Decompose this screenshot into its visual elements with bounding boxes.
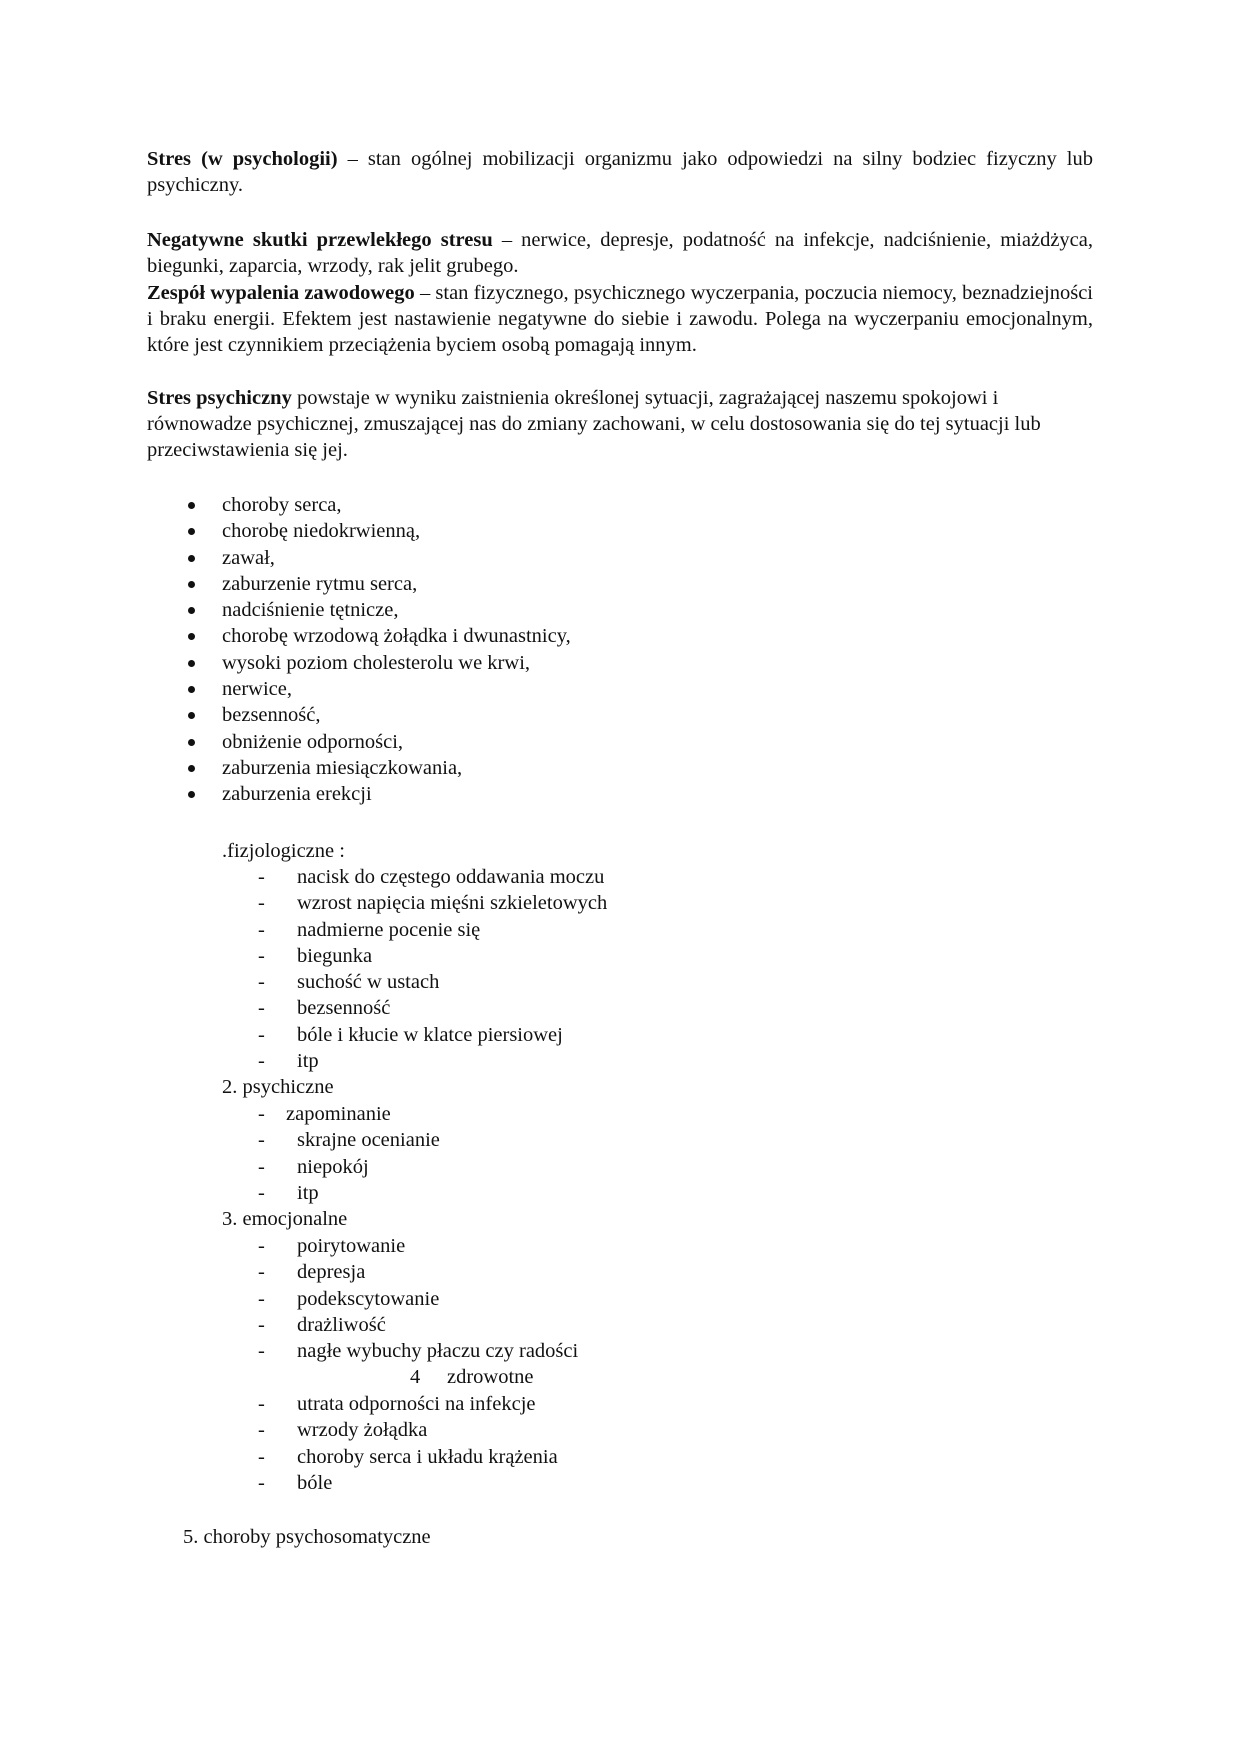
list-item: obniżenie odporności, (147, 729, 571, 755)
list-item: zawał, (147, 545, 571, 571)
group-label-physiological: .fizjologiczne : (222, 840, 345, 862)
term-negative-effects: Negatywne skutki przewlekłego stresu (147, 229, 493, 251)
list-item: wysoki poziom cholesterolu we krwi, (147, 650, 571, 676)
list-item: zaburzenie rytmu serca, (147, 571, 571, 597)
group-label-psychological: 2. psychiczne (222, 1076, 334, 1098)
definition-psychological-stress: powstaje w wyniku zaistnienia określonej sytuacji, zagrażającej naszemu spokojowi i równowadze psychicznej, zmuszającej nas do zmiany zachowani, w celu dostosowania się do tej sytuacji lub przeciwstawienia się jej. (147, 387, 1041, 461)
bullet-icon (188, 660, 195, 667)
paragraph-burnout (147, 280, 1093, 358)
term-burnout: Zespół wypalenia zawodowego (147, 282, 415, 304)
group-label-health: zdrowotne (447, 1366, 534, 1388)
list-item: chorobę niedokrwienną, (147, 518, 571, 544)
group-label-emotional: 3. emocjonalne (222, 1208, 348, 1230)
paragraph-negative-effects (147, 227, 1093, 279)
paragraph-psychological-stress (147, 385, 1093, 463)
list-item: bezsenność, (147, 702, 571, 728)
document-page: Stres (w psychologii) – stan ogólnej mobilizacji organizmu jako odpowiedzi na silny bodziec fizyczny lub psychiczny. Negatywne skutki przewlekłego stresu – nerwice, depresje, podatność na infekcje, nadciśnienie, miażdżyca, biegunki, zaparcia, wrzody, rak jelit grubego. Zespół wypalenia zawodowego – stan fizycznego, psychicznego wyczerpania, poczucia niemocy, beznadziejności i braku energii. Efektem jest nastawienie negatywne do siebie i zawodu. Polega na wyczerpaniu emocjonalnym, które jest czynnikiem przeciążenia byciem osobą pomagają innym. Stres psychiczny powstaje w wyniku zaistnienia określonej sytuacji, zagrażającej naszemu spokojowi i równowadze psychicznej, zmuszającej nas do zmiany zachowani, w celu dostosowania się do tej sytuacji lub przeciwstawienia się jej. choroby serca, chorobę niedokrwienną, zawał, zaburzenie rytmu serca, nadciśnienie tętnicze, chorobę wrzodową żołądka i dwunastnicy, wysoki poziom cholesterolu we krwi, nerwice, bezsenność, obniżenie odporności, zaburzenia miesiączkowania, zaburzenia erekcji .fizjologiczne : - nacisk do częstego oddawania moczu - wzrost napięcia mięśni szkieletowych - nadmierne pocenie się - biegunka - suchość w ustach - bezsenność - bóle i kłucie w klatce piersiowej - itp 2. psychiczne - zapominanie - skrajne ocenianie - niepokój - itp 3. emocjonalne - poirytowanie - depresja - podekscytowanie - drażliwość - nagłe wybuchy płaczu czy radości 4 zdrowotne - utrata odporności na infekcje - wrzody żołądka - choroby serca i układu krążenia - bóle 5. choroby psychosomatyczne (147, 148, 1093, 1548)
bullet-icon (188, 739, 195, 746)
bullet-icon (188, 765, 195, 772)
bullet-icon (188, 528, 195, 535)
bullet-icon (188, 502, 195, 509)
group-label-psychosomatic: 5. choroby psychosomatyczne (183, 1526, 431, 1548)
list-item: nerwice, (147, 676, 571, 702)
definition-stress: – stan ogólnej mobilizacji organizmu jako odpowiedzi na silny bodziec fizyczny lub psychiczny. (147, 148, 1093, 196)
bullet-icon (188, 607, 195, 614)
term-psychological-stress: Stres psychiczny (147, 387, 292, 409)
list-item: nadciśnienie tętnicze, (147, 597, 571, 623)
list-item: choroby serca, (147, 492, 571, 518)
definition-burnout: – stan fizycznego, psychicznego wyczerpania, poczucia niemocy, beznadziejności i braku energii. Efektem jest nastawienie negatywne do siebie i zawodu. Polega na wyczerpaniu emocjonalnym, które jest czynnikiem przeciążenia byciem osobą pomagają innym. (147, 282, 1093, 356)
list-item: zaburzenia miesiączkowania, (147, 755, 571, 781)
bullet-icon (188, 712, 195, 719)
term-stress: Stres (w psychologii) (147, 148, 338, 170)
list-item: chorobę wrzodową żołądka i dwunastnicy, (147, 623, 571, 649)
bullet-icon (188, 686, 195, 693)
paragraph-stress-definition (147, 146, 1093, 198)
bullet-icon (188, 791, 195, 798)
bullet-icon (188, 555, 195, 562)
definition-negative-effects: – nerwice, depresje, podatność na infekcje, nadciśnienie, miażdżyca, biegunki, zaparcia, wrzody, rak jelit grubego. (147, 229, 1093, 277)
list-item: zaburzenia erekcji (147, 781, 571, 807)
bullet-icon (188, 581, 195, 588)
group-number-health: 4 (410, 1366, 421, 1388)
bullet-icon (188, 633, 195, 640)
bullet-list-diseases (147, 492, 571, 808)
